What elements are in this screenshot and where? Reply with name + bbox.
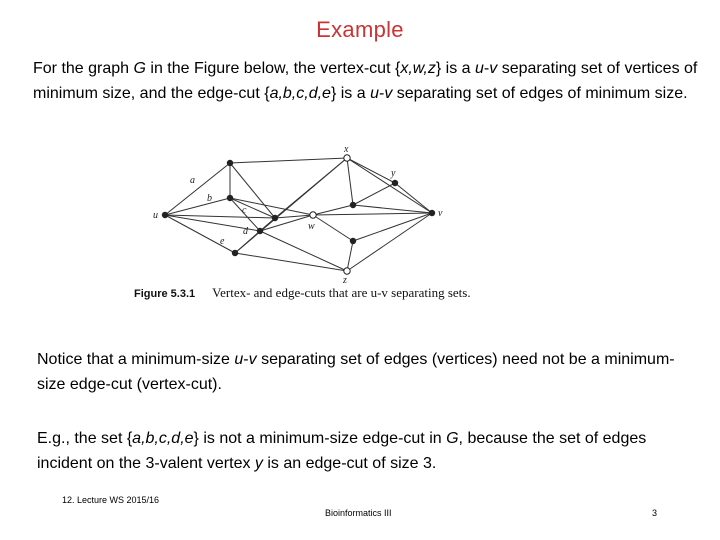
figure-caption-label: Figure 5.3.1: [134, 288, 196, 300]
intro-paragraph: For the graph G in the Figure below, the vertex-cut {x,w,z} is a u-v separating set of vertices of minimum size, and the edge-cut {a,b,c,d,e} is a u-v separating set of edges of minimum size.: [33, 60, 698, 102]
vertex-label-z: z: [343, 275, 347, 286]
vertex-label-v: v: [438, 208, 443, 219]
edge-label-a: a: [190, 175, 195, 186]
footer-page-number: 3: [652, 508, 658, 518]
figure-caption-text: Vertex- and edge-cuts that are u-v separating sets.: [212, 285, 471, 300]
vertex-label-x: x: [344, 144, 349, 155]
vertex-label-y: y: [391, 168, 396, 179]
vertex-x: [344, 155, 350, 161]
footer-lecture: 12. Lecture WS 2015/16: [62, 495, 160, 505]
edge-a: [165, 163, 230, 215]
vertex-w: [310, 212, 316, 218]
vertex-label-w: w: [308, 221, 315, 232]
edge-label-c: c: [242, 205, 247, 216]
footer-course: Bioinformatics III: [325, 508, 392, 518]
example-paragraph: E.g., the set {a,b,c,d,e} is not a minimum-size edge-cut in G, because the set of edges incident on the 3-valent vertex y is an edge-cut of size 3.: [37, 430, 647, 472]
edge-label-d: d: [243, 226, 248, 237]
edge-label-e: e: [220, 236, 225, 247]
edge-b: [165, 198, 230, 215]
vertex-z: [344, 268, 350, 274]
vertex-y: [392, 180, 398, 186]
edge-label-b: b: [207, 193, 212, 204]
vertex-u: [162, 212, 168, 218]
notice-paragraph: Notice that a minimum-size u-v separating set of edges (vertices) need not be a minimum-size edge-cut (vertex-cut).: [37, 351, 675, 393]
figure-caption: [134, 285, 471, 301]
vertex-label-u: u: [153, 210, 158, 221]
vertex-v: [429, 210, 435, 216]
slide-title: Example: [316, 17, 404, 42]
